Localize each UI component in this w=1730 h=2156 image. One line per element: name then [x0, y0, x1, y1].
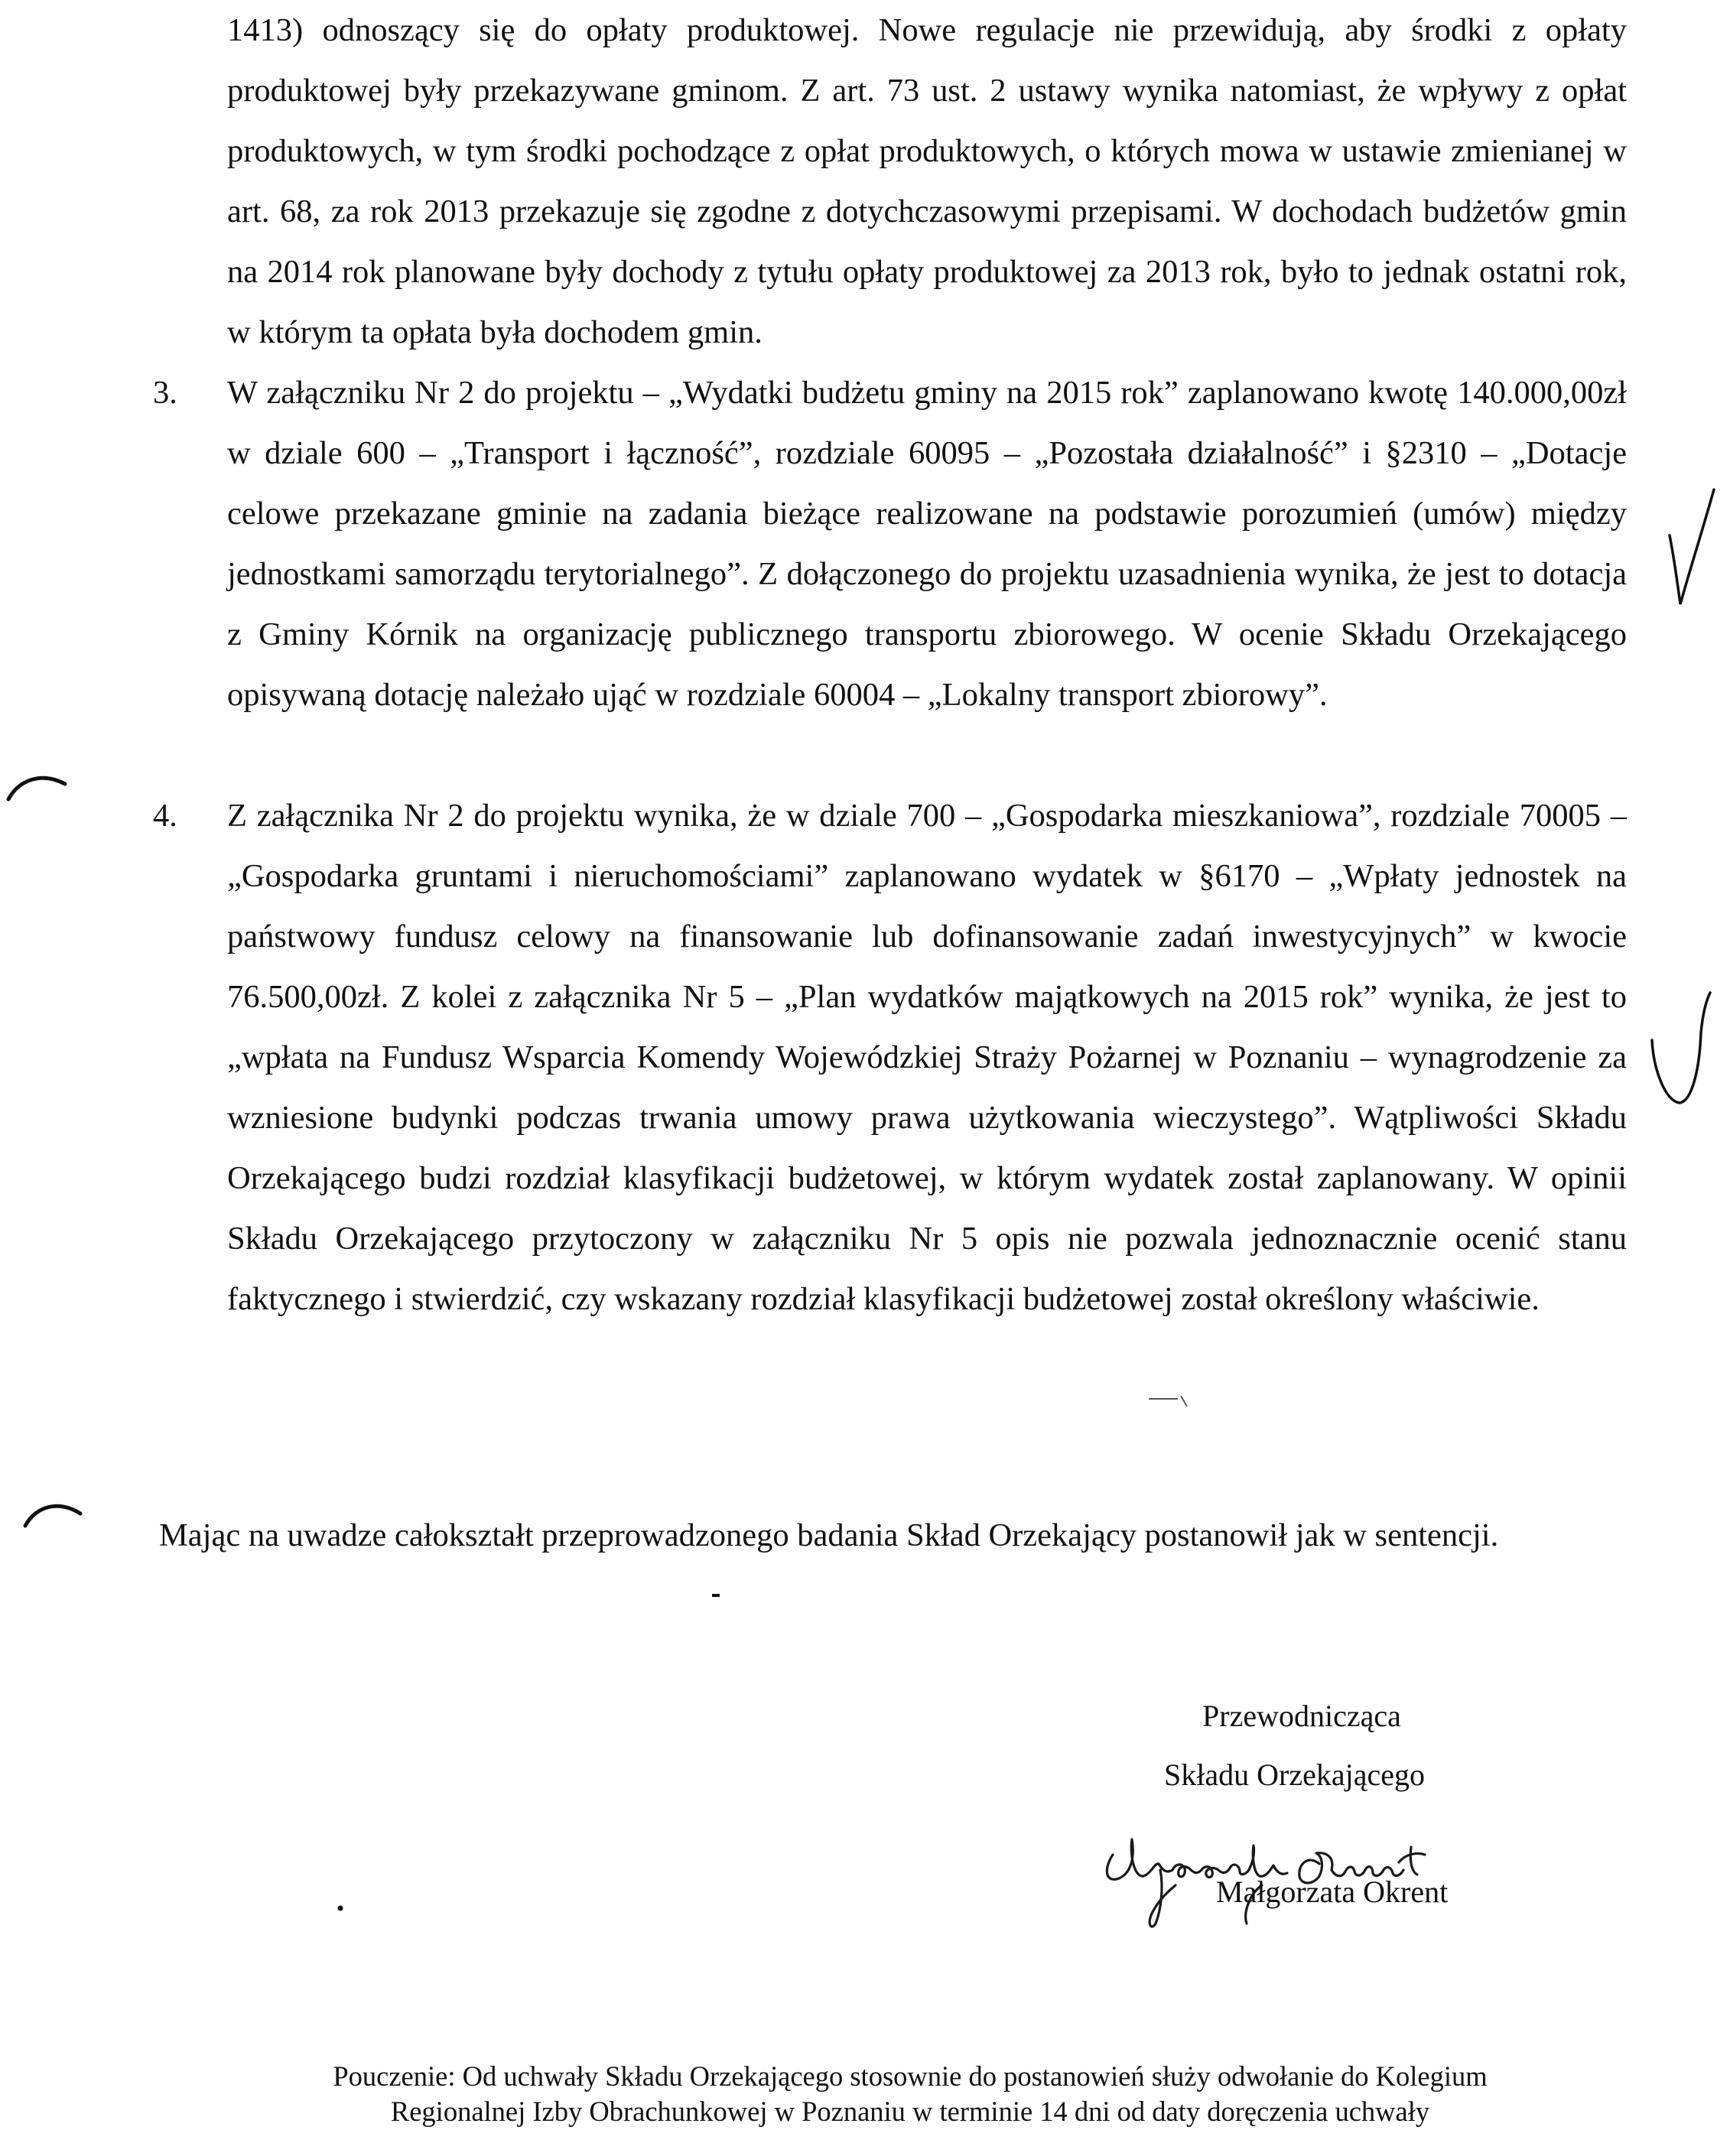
punch-hole-mark-icon: [19, 1488, 88, 1533]
list-item-number: 3.: [153, 375, 177, 411]
speck-mark-icon: [337, 1904, 344, 1912]
signature-role-line1: Przewodnicząca: [1202, 1699, 1401, 1733]
list-item-text: W załączniku Nr 2 do projektu – „Wydatki budżetu gminy na 2015 rok” zaplanowano kwotę 140.000,00zł w dziale 600 – „Transport i łączność”, rozdziale 60095 – „Pozostała działalność” i §2310 – „Dotacje celowe przekazane gminie na zadania bieżące realizowane na podstawie porozumień (umów) między jednostkami samorządu terytorialnego”. Z dołączonego do projektu uzasadnienia wynika, że jest to dotacja z Gminy Kórnik na organizację publicznego transportu zbiorowego. W ocenie Składu Orzekającego opisywaną dotację należało ująć w rozdziale 60004 – „Lokalny transport zbiorowy”.: [227, 375, 1627, 713]
speck-mark-icon: [1147, 1388, 1193, 1411]
list-item-number: 4.: [153, 798, 177, 834]
speck-mark-icon: [711, 1592, 722, 1598]
signature-role-line2: Składu Orzekającego: [1164, 1758, 1425, 1792]
intro-paragraph: 1413) odnoszący się do opłaty produktowej. Nowe regulacje nie przewidują, aby środki z opłaty produktowej były przekazywane gminom. Z art. 73 ust. 2 ustawy wynika natomiast, że wpływy z opłat produktowych, w tym środki pochodzące z opłat produktowych, o których mowa w ustawie zmienianej w art. 68, za rok 2013 przekazuje się zgodne z dotychczasowymi przepisami. W dochodach budżetów gmin na 2014 rok planowane były dochody z tytułu opłaty produktowej za 2013 rok, było to jednak ostatni rok, w którym ta opłata była dochodem gmin.: [227, 12, 1627, 350]
conclusion-paragraph: Mając na uwadze całokształt przeprowadzonego badania Skład Orzekający postanowił jak w sentencji.: [159, 1517, 1499, 1553]
instruction-notice-line2: Regionalnej Izby Obrachunkowej w Poznaniu w terminie 14 dni od daty doręczenia uchwały: [390, 2096, 1430, 2127]
margin-check-mark-icon: [1644, 987, 1721, 1124]
list-item-text: Z załącznika Nr 2 do projektu wynika, że w dziale 700 – „Gospodarka mieszkaniowa”, rozdziale 70005 – „Gospodarka gruntami i nieruchomościami” zaplanowano wydatek w §6170 – „Wpłaty jednostek na państwowy fundusz celowy na finansowanie lub dofinansowanie zadań inwestycyjnych” w kwocie 76.500,00zł. Z kolei z załącznika Nr 5 – „Plan wydatków majątkowych na 2015 rok” wynika, że jest to „wpłata na Fundusz Wsparcia Komendy Wojewódzkiej Straży Pożarnej w Poznaniu – wynagrodzenie za wzniesione budynki podczas trwania umowy prawa użytkowania wieczystego”. Wątpliwości Składu Orzekającego budzi rozdział klasyfikacji budżetowej, w którym wydatek został zaplanowany. W opinii Składu Orzekającego przytoczony w załączniku Nr 5 opis nie pozwala jednoznacznie ocenić stanu faktycznego i stwierdzić, czy wskazany rozdział klasyfikacji budżetowej został określony właściwie.: [227, 798, 1627, 1317]
signature-name: Małgorzata Okrent: [1216, 1875, 1449, 1909]
margin-check-mark-icon: [1663, 482, 1725, 619]
instruction-notice-line1: Pouczenie: Od uchwały Składu Orzekającego stosownie do postanowień służy odwołanie do Kolegium: [333, 2060, 1488, 2092]
punch-hole-mark-icon: [4, 761, 73, 807]
instruction-notice: [199, 2059, 1621, 2129]
